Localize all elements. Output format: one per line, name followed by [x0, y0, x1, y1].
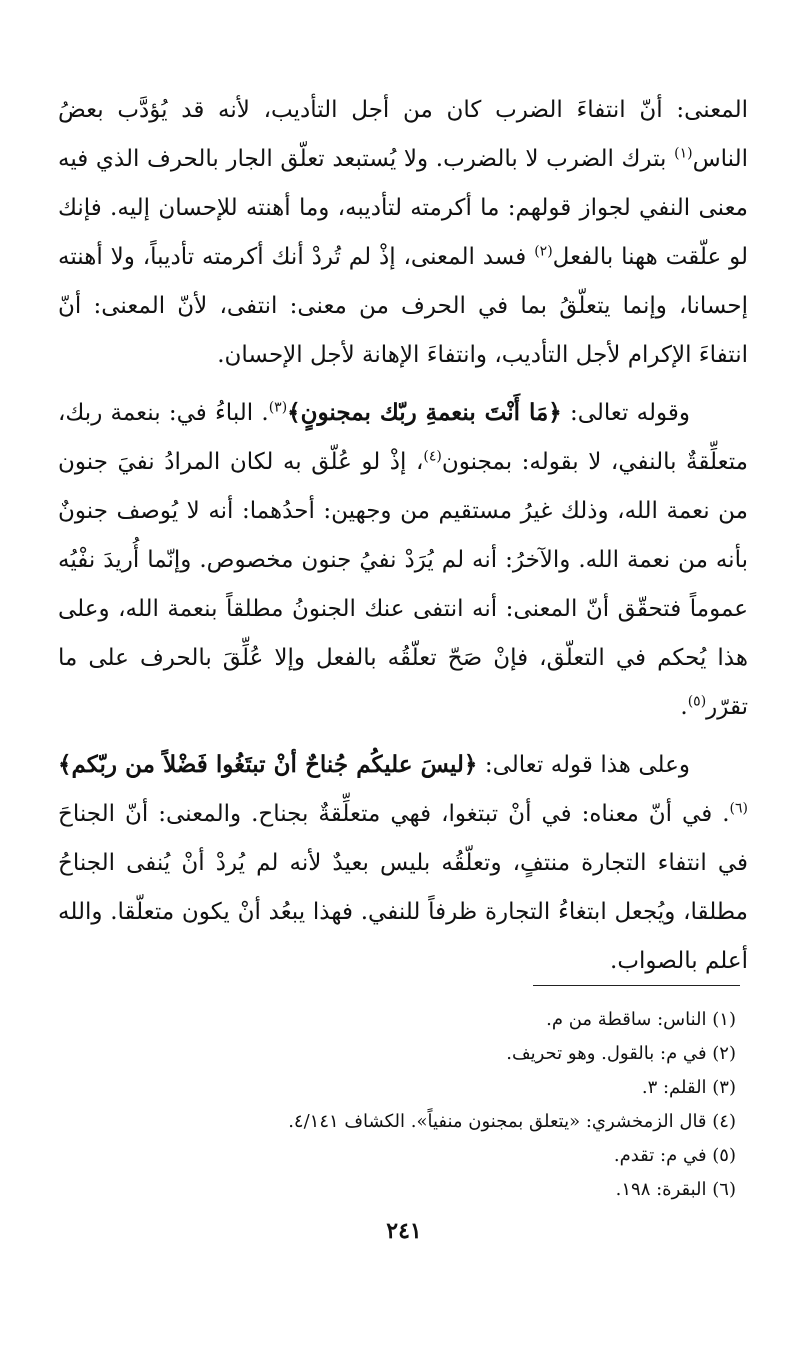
footnote-separator [533, 985, 740, 986]
footnote-5: (٥) في م: تقدم. [613, 1145, 736, 1166]
footnote-ref-2: (٢) [534, 243, 553, 260]
paragraph-text: المعنى: أنّ انتفاءَ الضرب كان من أجل التأديب، لأنه قد يُؤدَّب بعضُ الناس [58, 97, 748, 172]
paragraph-2 [58, 388, 748, 732]
paragraph-text: . في أنّ معناه: في أنْ تبتغوا، فهي متعلِّقةٌ بجناح. والمعنى: أنّ الجناحَ في انتفاء التجارة منتفٍ، وتعلّقُه بليس بعيدٌ لأنه لم يُردْ أنْ يُنفى الجناحُ مطلقا، ويُجعل ابتغاءُ التجارة ظرفاً للنفي. فهذا يبعُد أنْ يكون متعلّقا. والله أعلم بالصواب. [58, 801, 748, 974]
footnote-6: (٦) البقرة: ١٩٨. [615, 1179, 736, 1200]
paragraph-lead: وقوله تعالى: [561, 400, 690, 426]
paragraph-text: فسد المعنى، إذْ لم تُردْ أنك أكرمته تأديباً، ولا أهنته إحسانا، وإنما يتعلّقُ بما في الحرف من معنى: انتفى، لأنّ المعنى: أنّ انتفاءَ الإكرام لأجل التأديب، وانتفاءَ الإهانة لأجل الإحسان. [58, 244, 748, 368]
quran-verse: ﴿ليسَ عليكُم جُناحٌ أنْ تبتَغُوا فَضْلاً من ربّكم﴾ [58, 751, 478, 778]
paragraph-lead: وعلى هذا قوله تعالى: [477, 752, 690, 778]
footnote-3: (٣) القلم: ٣. [641, 1077, 736, 1098]
footnote-4: (٤) قال الزمخشري: «يتعلق بمجنون منفياً». الكشاف ٤/١٤١. [288, 1111, 736, 1132]
footnote-ref-5: (٥) [687, 693, 707, 710]
paragraph-text: بترك الضرب لا بالضرب. ولا يُستبعد تعلّق الجار بالحرف الذي فيه معنى النفي لجواز قولهم: ما أكرمته لتأديبه، وما أهنته للإحسان إليه. فإنك لو علّقت ههنا بالفعل [58, 146, 748, 270]
footnote-ref-1: (١) [674, 145, 693, 162]
footnote-ref-3: (٣) [268, 399, 288, 416]
paragraph-text: . الباءُ في: بنعمة ربك، متعلِّقةٌ بالنفي، لا بقوله: بمجنون [58, 400, 748, 475]
footnotes [80, 1003, 736, 1207]
footnote-ref-4: (٤) [423, 448, 442, 465]
footnote-ref-6: (٦) [729, 800, 748, 817]
paragraph-3 [58, 740, 748, 986]
footnote-1: (١) الناس: ساقطة من م. [546, 1009, 736, 1030]
page-number: ٢٤١ [386, 1218, 422, 1244]
main-text [58, 86, 748, 986]
paragraph-1 [58, 86, 748, 380]
paragraph-text: ، إذْ لو عُلّق به لكان المرادُ نفيَ جنون من نعمة الله، وذلك غيرُ مستقيم من وجهين: أحدُهما: أنه لا يُوصف جنونٌ بأنه من نعمة الله. والآخرُ: أنه لم يُرَدْ نفيُ جنون مخصوص. وإنّما أُريدَ نفْيُه عموماً فتحقّق أنّ المعنى: أنه انتفى عنك الجنونُ مطلقاً بنعمة الله، وعلى هذا يُحكم في التعلّق، فإنْ صَحّ تعلّقُه بالفعل وإلا عُلِّقَ بالحرف على ما تقرّر [58, 449, 748, 720]
quran-verse: ﴿مَا أَنْتَ بنعمةِ ربّك بمجنونٍ﴾ [287, 399, 562, 426]
paragraph-text: . [680, 694, 688, 720]
footnote-2: (٢) في م: بالقول. وهو تحريف. [506, 1043, 736, 1064]
